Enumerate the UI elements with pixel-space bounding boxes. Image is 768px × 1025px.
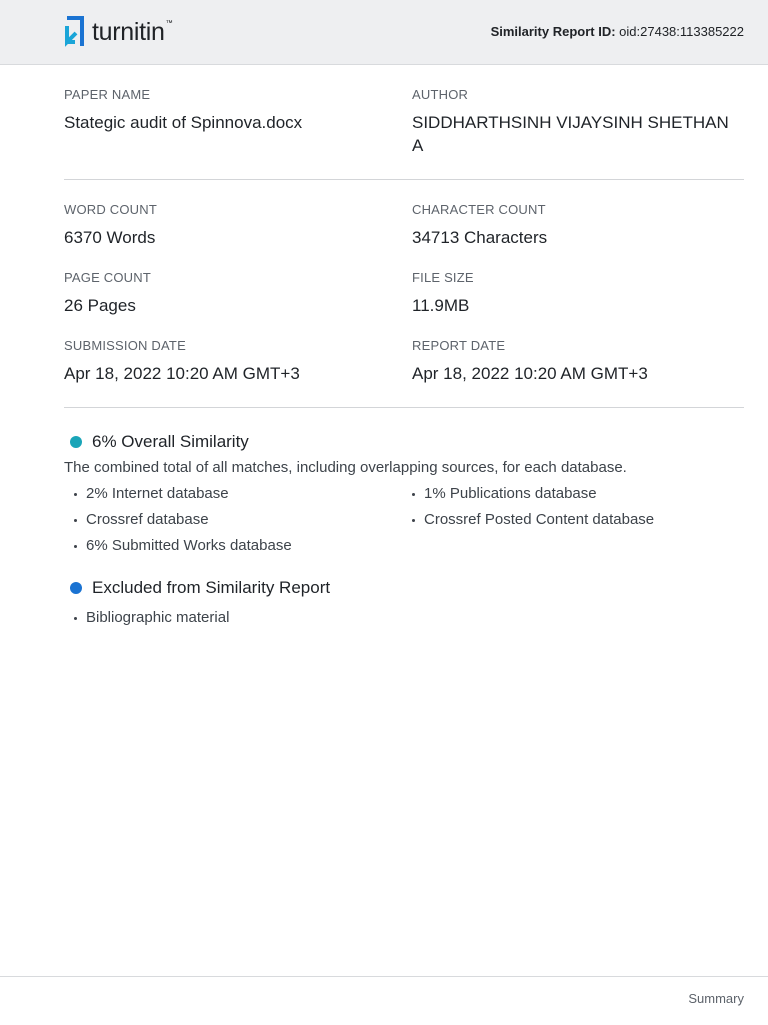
- word-count-label: WORD COUNT: [64, 202, 157, 217]
- list-item: 2% Internet database: [64, 484, 229, 504]
- similarity-description: The combined total of all matches, including overlapping sources, for each database.: [64, 459, 627, 476]
- author-field: [412, 87, 742, 157]
- paper-name-label: PAPER NAME: [64, 87, 151, 102]
- page-count-label: PAGE COUNT: [64, 270, 151, 285]
- report-id-value: oid:27438:113385222: [619, 24, 744, 39]
- report-id-label: Similarity Report ID:: [490, 24, 616, 39]
- page-footer: [0, 976, 768, 1025]
- excluded-heading: [64, 576, 754, 600]
- overall-similarity-heading: [64, 430, 754, 454]
- list-item: Crossref Posted Content database: [402, 510, 654, 530]
- file-size-label: FILE SIZE: [412, 270, 474, 285]
- list-item: Crossref database: [64, 510, 209, 530]
- similarity-dot-icon: [70, 436, 82, 448]
- paper-name-value: Stategic audit of Spinnova.docx: [64, 113, 303, 132]
- author-value: SIDDHARTHSINH VIJAYSINH SHETHAN A: [412, 113, 729, 155]
- submission-date-value: Apr 18, 2022 10:20 AM GMT+3: [64, 364, 300, 383]
- file-size-field: [412, 270, 742, 317]
- author-label: AUTHOR: [412, 87, 469, 102]
- divider: [64, 179, 744, 180]
- page-count-field: [64, 270, 394, 317]
- report-date-value: Apr 18, 2022 10:20 AM GMT+3: [412, 364, 648, 383]
- character-count-label: CHARACTER COUNT: [412, 202, 546, 217]
- footer-summary-label: Summary: [688, 991, 744, 1006]
- file-size-value: 11.9MB: [412, 296, 470, 315]
- word-count-field: [64, 202, 394, 249]
- overall-similarity-section: [64, 430, 754, 564]
- paper-name-field: [64, 87, 394, 134]
- trademark-symbol: ™: [165, 19, 173, 27]
- turnitin-logo: [64, 14, 173, 50]
- report-date-label: REPORT DATE: [412, 338, 506, 353]
- excluded-list: [64, 608, 754, 632]
- list-item: Bibliographic material: [64, 608, 229, 628]
- excluded-section: [64, 576, 754, 632]
- overall-similarity-title: 6% Overall Similarity: [92, 432, 249, 451]
- character-count-value: 34713 Characters: [412, 228, 548, 247]
- page-count-value: 26 Pages: [64, 296, 136, 315]
- divider: [64, 407, 744, 408]
- report-header: [0, 0, 768, 65]
- report-date-field: [412, 338, 742, 385]
- list-item: 6% Submitted Works database: [64, 536, 292, 556]
- excluded-dot-icon: [70, 582, 82, 594]
- word-count-value: 6370 Words: [64, 228, 156, 247]
- database-list: [64, 484, 754, 564]
- logo-wordmark: turnitin: [92, 17, 165, 46]
- character-count-field: [412, 202, 742, 249]
- submission-date-field: [64, 338, 394, 385]
- similarity-report-id: [491, 24, 744, 39]
- excluded-title: Excluded from Similarity Report: [92, 578, 331, 597]
- list-item: 1% Publications database: [402, 484, 597, 504]
- turnitin-logo-icon: [64, 14, 86, 50]
- submission-date-label: SUBMISSION DATE: [64, 338, 186, 353]
